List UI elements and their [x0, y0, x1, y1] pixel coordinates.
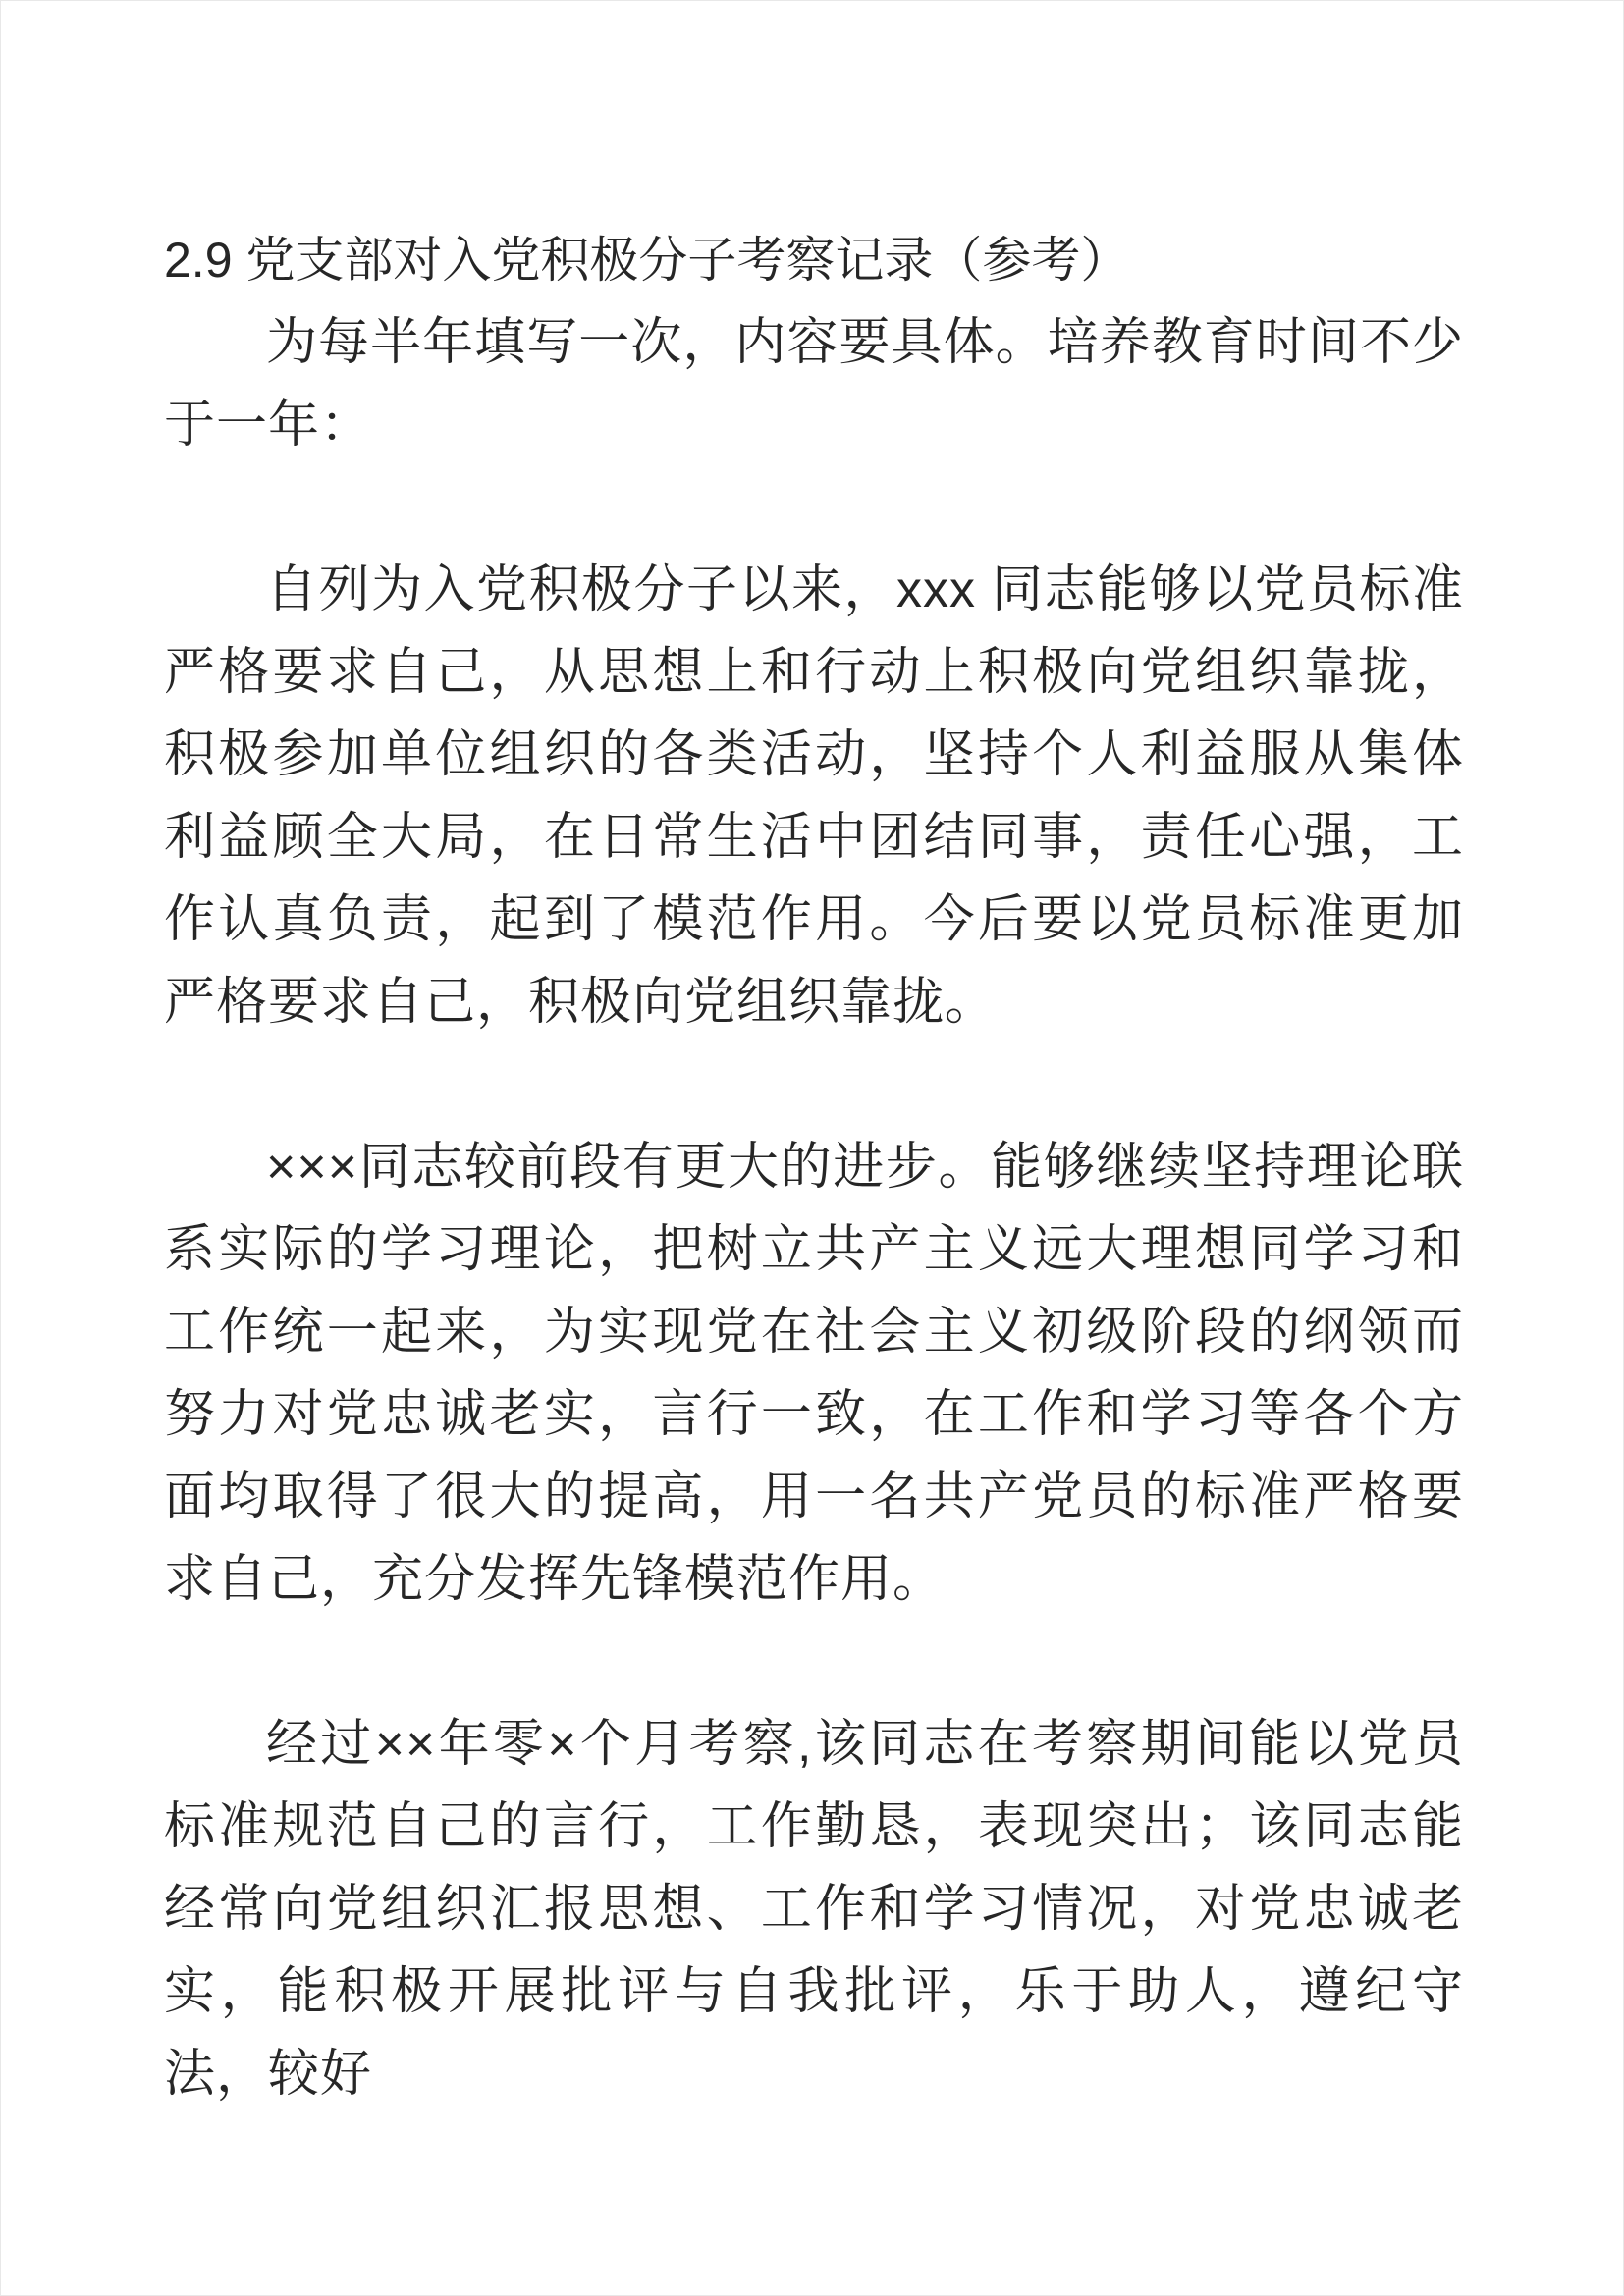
paragraph-assessment-2: ×××同志较前段有更大的进步。能够继续坚持理论联系实际的学习理论，把树立共产主义远大理想同学习和工作统一起来，为实现党在社会主义初级阶段的纲领而努力对党忠诚老实，言行一致，在工作和学习等各个方面均取得了很大的提高，用一名共产党员的标准严格要求自己，充分发挥先锋模范作用。: [164, 1139, 1464, 1608]
paragraph-assessment-3: 经过××年零×个月考察,该同志在考察期间能以党员标准规范自己的言行，工作勤恳，表现突出；该同志能经常向党组织汇报思想、工作和学习情况，对党忠诚老实，能积极开展批评与自我批评，乐于助人，遵纪守法，较好: [164, 1716, 1464, 2103]
paragraph-assessment-1: 自列为入党积极分子以来，xxx 同志能够以党员标准严格要求自己，从思想上和行动上积极向党组织靠拢，积极参加单位组织的各类活动，坚持个人利益服从集体利益顾全大局，在日常生活中团结同事，责任心强，工作认真负责，起到了模范作用。今后要以党员标准更加严格要求自己，积极向党组织靠拢。: [164, 561, 1464, 1031]
paragraph-intro: 为每半年填写一次，内容要具体。培养教育时间不少于一年：: [164, 314, 1464, 454]
document-title: 2.9 党支部对入党积极分子考察记录（参考）: [164, 233, 1130, 288]
